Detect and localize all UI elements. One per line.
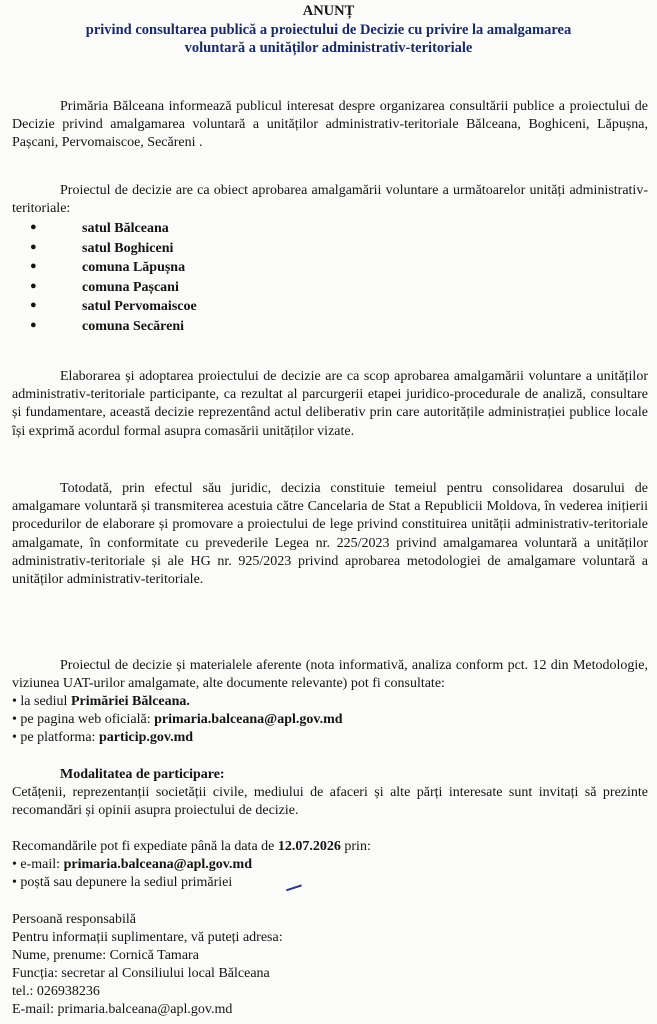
materials-paragraph <box>12 657 648 693</box>
submission-line <box>12 838 371 856</box>
submission-suffix: prin: <box>340 839 371 854</box>
materials-item-office <box>12 693 190 711</box>
unit-list-item: ● satul Boghiceni <box>30 239 197 259</box>
document-subtitle-line-1: privind consultarea publică a proiectului de Decizie cu privire la amalgamarea <box>85 22 572 38</box>
purpose-text: Elaborarea și adoptarea proiectului de decizie are ca scop aprobarea amalgamării voluntare a unităților administrativ-teritoriale participante, ca rezultat al parcurgerii etapei juridico-procedurale de analiză, consultare și fundamentare, această decizie reprezentând actul deliberativ prin care autoritățile administrației publice locale își exprimă acordul formal asupra comasării unităților vizate. <box>12 369 648 439</box>
participation-text: Cetățenii, reprezentanții societății civile, mediului de afaceri și alte părți interesate sunt invitați să prezinte recomandări și opinii asupra proiectului de decizie. <box>12 785 648 819</box>
materials-item-web-prefix: • pe pagina web oficială: <box>12 712 155 727</box>
materials-text: Proiectul de decizie și materialele aferente (nota informativă, analiza conform pct. 12 din Metodologie, viziunea UAT-urilor amalgamate, alte documente relevante) pot fi consultate: <box>12 658 648 692</box>
materials-item-platform-prefix: • pe platforma: <box>12 730 99 745</box>
unit-list-item: ● comuna Pașcani <box>30 278 197 298</box>
object-text: Proiectul de decizie are ca obiect aprobarea amalgamării voluntare a următoarelor unități administrativ-teritoriale: <box>12 183 648 217</box>
materials-item-platform <box>12 729 193 747</box>
object-paragraph <box>12 182 648 218</box>
materials-item-office-prefix: • la sediul <box>12 694 71 709</box>
contact-phone[interactable]: tel.: 026938236 <box>12 984 100 999</box>
unit-list-item: ● comuna Lăpușna <box>30 258 197 278</box>
submission-email-item <box>12 856 252 874</box>
intro-paragraph <box>12 98 648 153</box>
materials-web-link[interactable]: primaria.balceana@apl.gov.md <box>154 712 343 727</box>
document-subtitle-line-2: voluntară a unităților administrativ-teritoriale <box>184 40 473 56</box>
ink-mark <box>284 879 302 892</box>
contact-role: Funcția: secretar al Consiliului local Bălceana <box>12 966 270 981</box>
participation-heading: Modalitatea de participare: <box>60 767 225 782</box>
submission-email-link[interactable]: primaria.balceana@apl.gov.md <box>63 857 252 872</box>
submission-date: 12.07.2026 <box>277 839 341 854</box>
submission-prefix: Recomandările pot fi expediate până la data de <box>12 839 278 854</box>
materials-item-office-name: Primăriei Bălceana. <box>70 694 190 709</box>
submission-email-prefix: • e-mail: <box>12 857 64 872</box>
materials-platform-link[interactable]: particip.gov.md <box>98 730 194 745</box>
contact-name: Nume, prenume: Cornică Tamara <box>12 948 199 963</box>
legal-text: Totodată, prin efectul său juridic, decizia constituie temeiul pentru consolidarea dosarului de amalgamare voluntară și transmiterea acestuia către Cancelaria de Stat a Republicii Moldova, în vederea inițierii procedurilor de elaborare și promovare a proiectului de lege privind constituirea unității administrativ-teritoriale amalgamate, în conformitate cu prevederile Legea nr. 225/2023 privind amalgamarea voluntară a unităților administrativ-teritoriale și ale HG nr. 925/2023 privind aprobarea metodologiei de amalgamare voluntară a unităților administrativ-teritoriale. <box>12 481 648 588</box>
submission-post-item: • poștă sau depunere la sediul primăriei <box>12 875 233 890</box>
intro-text: Primăria Bălceana informează publicul interesat despre organizarea consultării publice a proiectului de Decizie privind amalgamarea voluntară a unităților administrativ-teritoriale Bălceana, Boghiceni, Lăpușna, Pașcani, Pervomaiscoe, Secăreni . <box>12 99 648 151</box>
participation-paragraph <box>12 784 648 820</box>
contact-heading: Persoană responsabilă <box>12 912 137 927</box>
unit-list-item: ● satul Bălceana <box>30 219 197 239</box>
contact-email[interactable]: E-mail: primaria.balceana@apl.gov.md <box>12 1002 233 1017</box>
contact-info: Pentru informații suplimentare, vă puteți adresa: <box>12 930 283 945</box>
document-title: ANUNȚ <box>302 3 355 19</box>
unit-list-item: ● satul Pervomaiscoe <box>30 297 197 317</box>
units-list <box>30 219 197 336</box>
purpose-paragraph <box>12 368 648 441</box>
legal-paragraph <box>12 480 648 589</box>
unit-list-item: ● comuna Secăreni <box>30 317 197 337</box>
materials-item-web <box>12 711 343 729</box>
